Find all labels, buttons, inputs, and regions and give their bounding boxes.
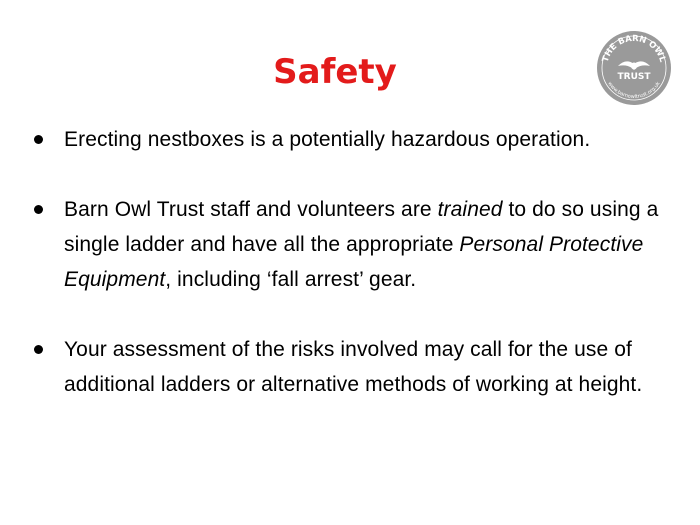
bullet-item [34, 192, 674, 297]
bullet-item [34, 332, 674, 402]
bullet-list [34, 122, 674, 402]
bullet-text [64, 338, 642, 396]
bullet-icon [34, 135, 43, 144]
bullet-item [34, 122, 674, 157]
bullet-segment: Erecting nestboxes is a potentially hazardous operation. [64, 128, 591, 151]
bullet-segment: Barn Owl Trust staff and volunteers are [64, 198, 438, 221]
bullet-icon [34, 345, 43, 354]
bullet-icon [34, 205, 43, 214]
logo-text-middle: TRUST [617, 72, 651, 82]
slide-title: Safety [273, 52, 397, 92]
barn-owl-trust-logo [596, 30, 672, 106]
bullet-segment: to do so using a single ladder and have all the appropriate [64, 198, 659, 256]
bullet-text [64, 128, 590, 151]
bullet-segment-italic: Personal Protective Equipment [64, 233, 644, 291]
logo-text-top: THE BARN OWL [600, 33, 668, 64]
logo-text-bottom: www.barnowltrust.org.uk [606, 80, 662, 101]
bullet-text [64, 198, 658, 291]
bullet-segment: , including ‘fall arrest’ gear. [165, 268, 417, 291]
bullet-segment-italic: trained [437, 198, 503, 221]
bullet-segment: Your assessment of the risks involved may call for the use of additional ladders or alternative methods of working at height. [64, 338, 643, 396]
